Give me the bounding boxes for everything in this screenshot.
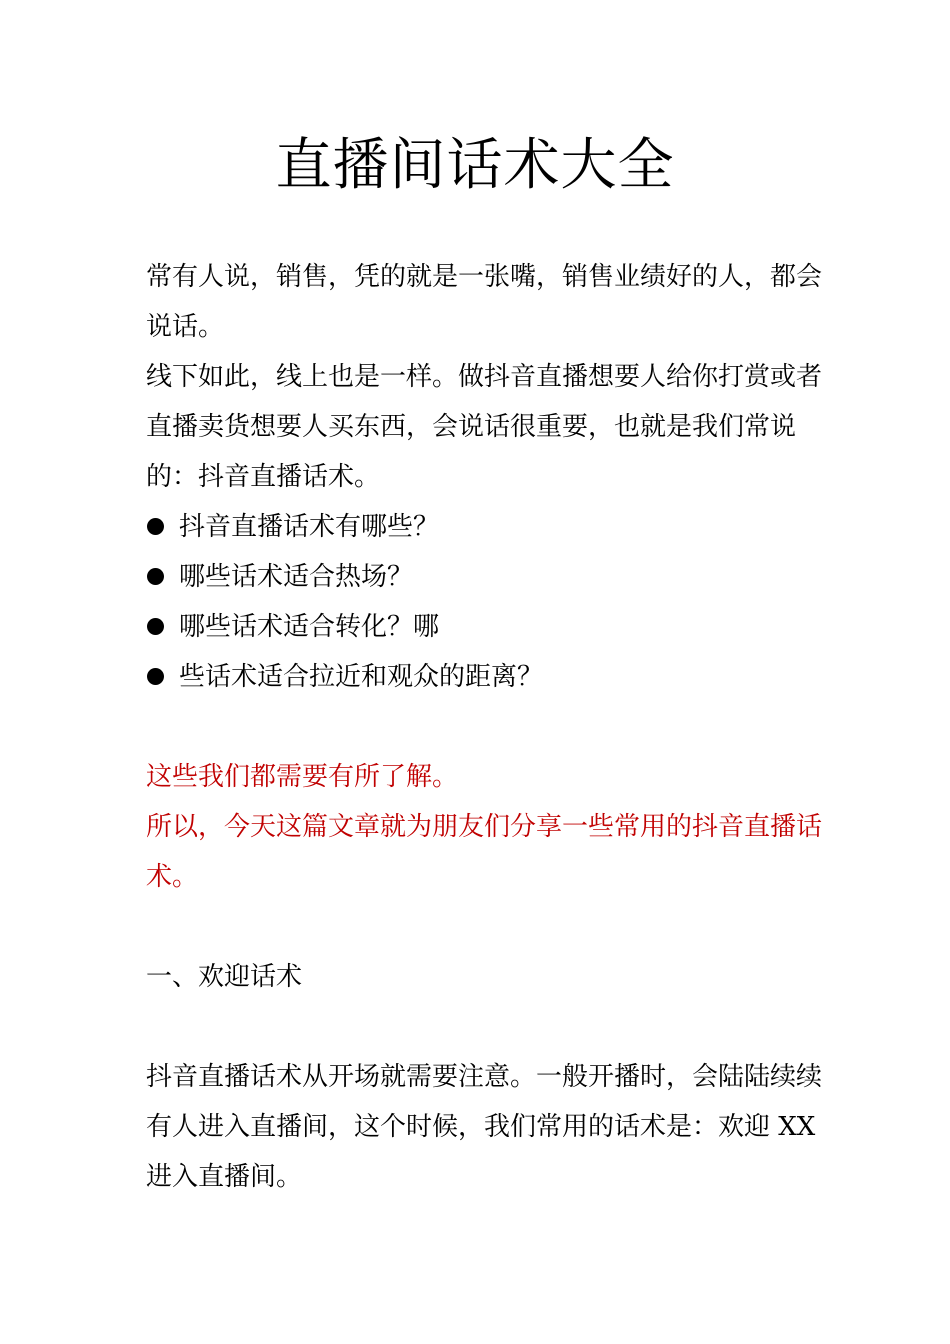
list-item (146, 602, 836, 652)
blank-line (146, 1002, 836, 1052)
list-item-text: 些话术适合拉近和观众的距离？ (179, 662, 544, 692)
section-heading: 一、欢迎话术 (146, 962, 303, 992)
bullet-dot-icon (147, 618, 164, 635)
list-item (146, 552, 836, 602)
blank-line (146, 702, 836, 752)
list-item (146, 652, 836, 702)
list-item (146, 502, 836, 552)
intro-paragraph: 常有人说，销售，凭的就是一张嘴，销售业绩好的人，都会说话。 (146, 262, 823, 342)
highlight-text: 这些我们都需要有所了解。 (146, 762, 459, 792)
intro-paragraph: 线下如此，线上也是一样。做抖音直播想要人给你打赏或者直播卖货想要人买东西，会说话很重要，也就是我们常说的：抖音直播话术。 (146, 362, 823, 492)
bullet-dot-icon (147, 668, 164, 685)
blank-line (146, 902, 836, 952)
list-item-text: 抖音直播话术有哪些？ (179, 512, 440, 542)
list-item-text: 哪些话术适合转化？哪 (179, 612, 440, 642)
list-item-text: 哪些话术适合热场？ (179, 562, 414, 592)
section-paragraph: 抖音直播话术从开场就需要注意。一般开播时，会陆陆续续有人进入直播间，这个时候，我们常用的话术是：欢迎 XX 进入直播间。 (146, 1062, 823, 1192)
question-list (146, 502, 836, 702)
document-title: 直播间话术大全 (275, 133, 675, 198)
bullet-dot-icon (147, 518, 164, 535)
document-body (146, 252, 836, 1202)
highlight-text: 所以，今天这篇文章就为朋友们分享一些常用的抖音直播话术。 (146, 812, 823, 892)
bullet-dot-icon (147, 568, 164, 585)
